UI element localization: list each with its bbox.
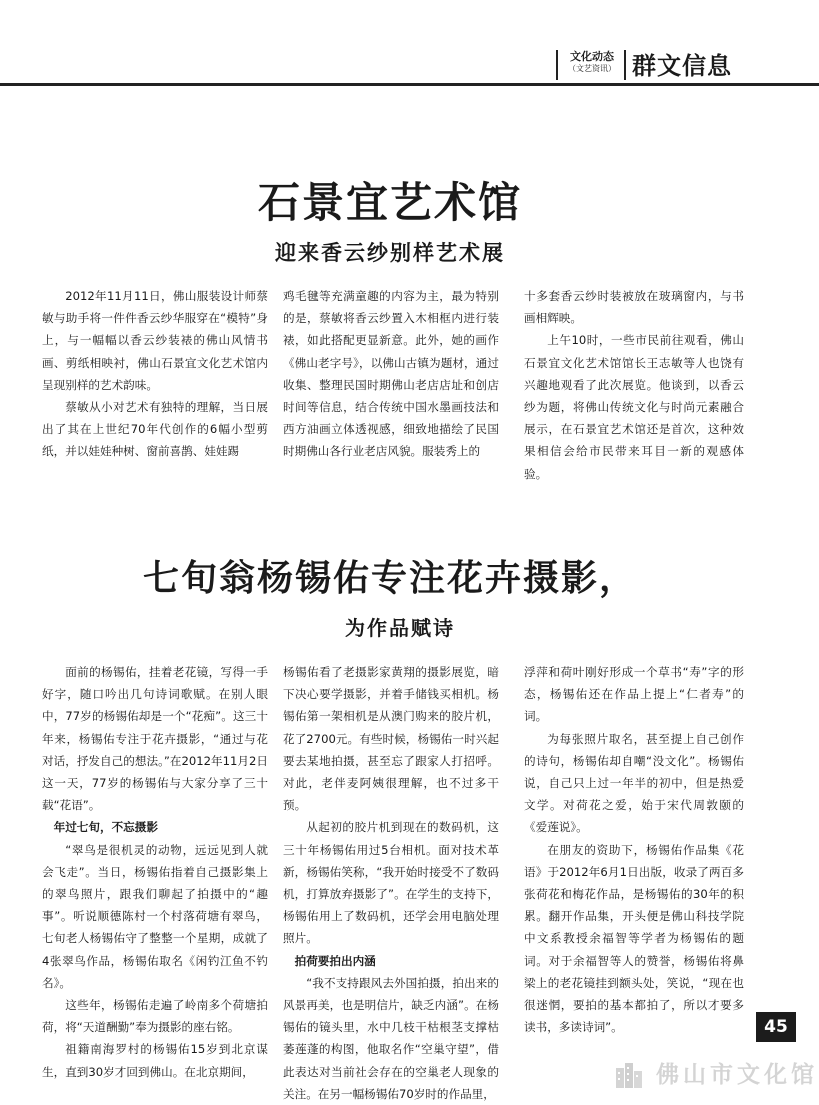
article1-column-1: [42, 285, 268, 463]
paragraph: 这些年，杨锡佑走遍了岭南多个荷塘拍荷，将“天道酬勤”奉为摄影的座右铭。: [42, 998, 268, 1035]
section-small-label: 文化动态: [570, 50, 614, 63]
paragraph: “翠鸟是很机灵的动物，远远见到人就会飞走”。当日，杨锡佑指着自己摄影集上的翠鸟照片，跟我们聊起了拍摄中的“趣事”。听说顺德陈村一个村落荷塘有翠鸟，七旬老人杨锡佑守了整整一个星期，成就了4张翠鸟作品，杨锡佑取名《闲钓江鱼不钓名》。: [42, 842, 268, 990]
paragraph: 鸡毛毽等充满童趣的内容为主，最为特别的是，蔡敏将香云纱置入木相框内进行装裱，如此搭配更显新意。此外，她的画作《佛山老字号》，以佛山古镇为题材，通过收集、整理民国时期佛山老店店址和创店时间等信息，结合传统中国水墨画技法和西方油画立体透视感，细致地描绘了民国时期佛山各行业老店风貌。服装秀上的: [283, 289, 499, 459]
paragraph: 蔡敏从小对艺术有独特的理解，当日展出了其在上世纪70年代创作的6幅小型剪纸，并以娃娃种树、窗前喜鹊、娃娃踢: [42, 400, 268, 459]
page-number: 45: [756, 1012, 796, 1042]
watermark: [614, 1057, 818, 1093]
article1-title: 石景宜艺术馆: [257, 178, 522, 227]
building-icon: [614, 1060, 644, 1090]
section-title: 群文信息: [632, 52, 732, 80]
paragraph: 杨锡佑看了老摄影家黄翔的摄影展览，暗下决心要学摄影，并着手储钱买相机。杨锡佑第一架相机是从澳门购来的胶片机，花了2700元。有些时候，杨锡佑一时兴起要去某地拍摄，甚至忘了跟家人打招呼。对此，老伴麦阿姨很理解，也不过多干预。: [283, 665, 499, 813]
section-label: [564, 51, 620, 73]
paragraph: 面前的杨锡佑，挂着老花镜，写得一手好字，随口吟出几句诗词歌赋。在别人眼中，77岁的杨锡佑却是一个“花痴”。这三十年来，杨锡佑专注于花卉摄影，“通过与花对话，抒发自己的想法。”在2012年11月2日这一天，77岁的杨锡佑与大家分享了三十载“花语”。: [42, 665, 268, 813]
paragraph: 从起初的胶片机到现在的数码机，这三十年杨锡佑用过5台相机。面对技术革新，杨锡佑笑称，“我开始时接受不了数码机，打算放弃摄影了”。在学生的支持下，杨锡佑用上了数码机，还学会用电脑处理照片。: [283, 820, 499, 946]
paragraph: 浮萍和荷叶刚好形成一个草书“寿”字的形态，杨锡佑还在作品上提上“仁者寿”的词。: [524, 665, 744, 724]
article2-column-2: [283, 661, 499, 1105]
section-heading: 拍荷要拍出内涵: [294, 953, 376, 968]
watermark-text: 佛山市文化馆: [656, 1061, 818, 1088]
header-divider-right: [624, 50, 626, 80]
article1-subtitle: 迎来香云纱别样艺术展: [275, 241, 505, 265]
header-rule: [0, 83, 819, 86]
paragraph: 2012年11月11日，佛山服装设计师蔡敏与助手将一件件香云纱华服穿在“模特”身上，与一幅幅以香云纱装裱的佛山风情书画、剪纸相映衬，佛山石景宜文化艺术馆内呈现别样的艺术韵味。: [42, 289, 268, 392]
paragraph: 在朋友的资助下，杨锡佑作品集《花语》于2012年6月1日出版，收录了两百多张荷花和梅花作品，是杨锡佑的30年的积累。翻开作品集，开头便是佛山科技学院中文系教授余福智等学者为杨锡佑的题词。对于余福智等人的赞誉，杨锡佑将鼻梁上的老花镜挂到额头处，笑说，“现在也很迷惘，要拍的基本都拍了，所以才要多读书，多读诗词”。: [524, 842, 744, 1035]
article2-title: 七旬翁杨锡佑专注花卉摄影，: [142, 558, 637, 599]
article1-column-3: [524, 285, 744, 485]
paragraph: 上午10时，一些市民前往观看，佛山石景宜文化艺术馆馆长王志敏等人也饶有兴趣地观看了此次展览。他谈到，以香云纱为题，将佛山传统文化与时尚元素融合展示，在石景宜艺术馆还是首次，这种效果相信会给市民带来耳目一新的观感体验。: [524, 333, 744, 481]
article1-column-2: [283, 285, 499, 463]
header-divider-left: [556, 50, 558, 80]
section-sub-label: （文艺资讯）: [568, 64, 616, 73]
article2-column-1: [42, 661, 268, 1083]
article2-subtitle: 为作品赋诗: [345, 616, 455, 640]
paragraph: “我不支持跟风去外国拍摄，拍出来的风景再美，也是明信片，缺乏内涵”。在杨锡佑的镜头里，水中几枝干枯根茎支撑枯萎莲蓬的构图，他取名作“空巢守望”，借此表达对当前社会存在的空巢老人现象的关注。在另一幅杨锡佑70岁时的作品里，: [283, 975, 499, 1101]
paragraph: 为每张照片取名，甚至提上自己创作的诗句，杨锡佑却自嘲“没文化”。杨锡佑说，自己只上过一年半的初中，但是热爱文学。对荷花之爱，始于宋代周敦颐的《爱莲说》。: [524, 731, 744, 835]
article2-column-3: [524, 661, 744, 1038]
paragraph: 十多套香云纱时装被放在玻璃窗内，与书画相辉映。: [524, 289, 744, 326]
paragraph: 祖籍南海罗村的杨锡佑15岁到北京谋生，直到30岁才回到佛山。在北京期间，: [42, 1042, 268, 1079]
section-heading: 年过七旬，不忘摄影: [53, 820, 158, 835]
